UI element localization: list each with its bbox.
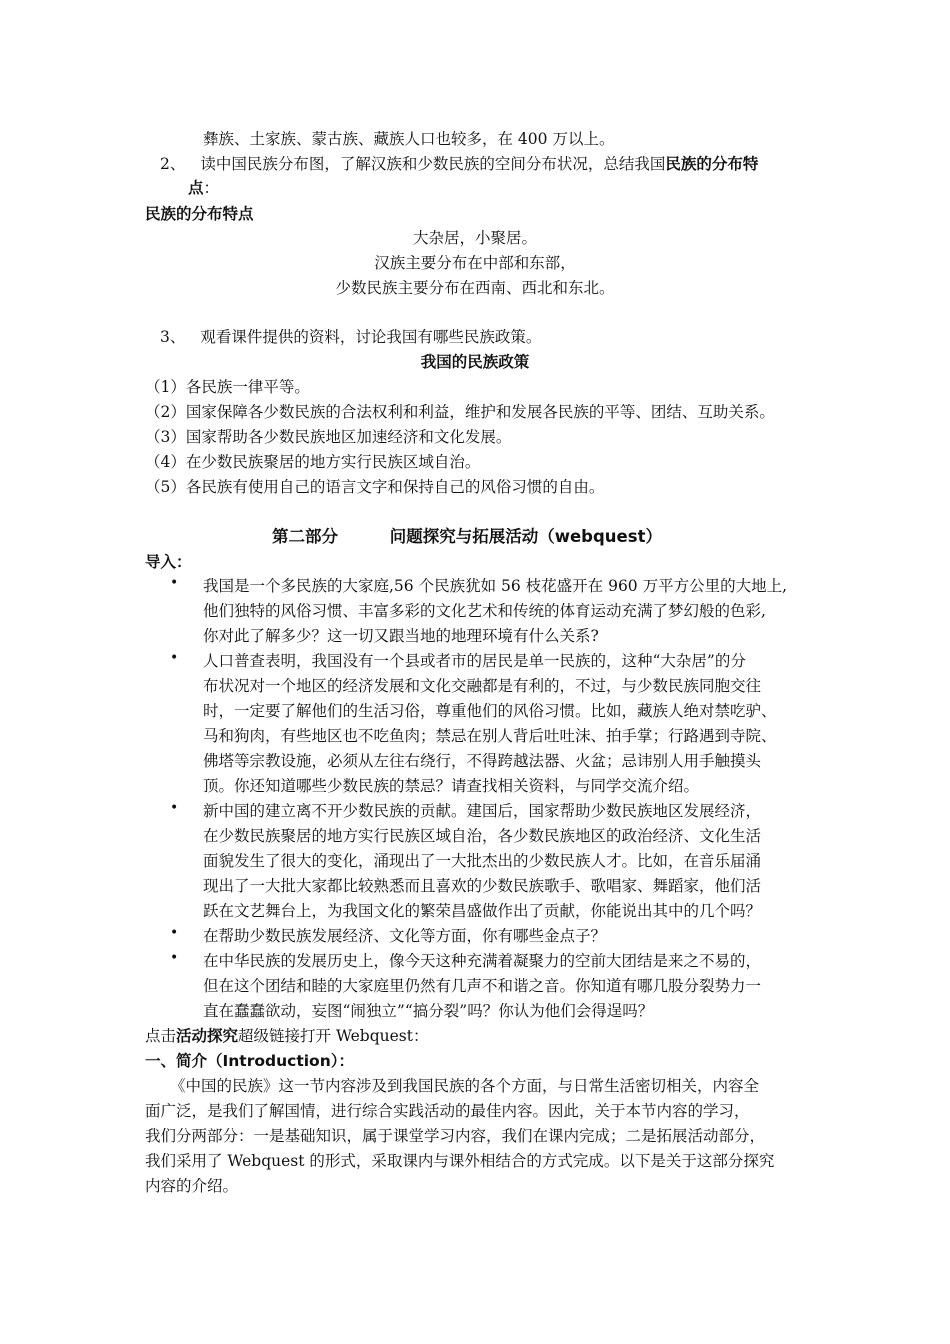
list-item-2: [160, 153, 758, 175]
policy-title: 我国的民族政策: [420, 353, 530, 371]
bullet-line: 顶。你还知道哪些少数民族的禁忌？请查找相关资料，与同学交流介绍。: [203, 777, 700, 795]
bullet-line: 现出了一大批大家都比较熟悉而且喜欢的少数民族歌手、歌唱家、舞蹈家，他们活: [203, 877, 762, 895]
activity-link[interactable]: 活动探究: [176, 1027, 239, 1045]
item-text: 读中国民族分布图，了解汉族和少数民族的空间分布状况，总结我国: [200, 155, 666, 173]
item-number: 2、: [160, 155, 186, 173]
policy-item: （4）在少数民族聚居的地方实行民族区域自治。: [145, 453, 481, 471]
item-text: 观看课件提供的资料，讨论我国有哪些民族政策。: [200, 328, 542, 346]
bullet-line: 跃在文艺舞台上，为我国文化的繁荣昌盛做作出了贡献，你能说出其中的几个吗？: [203, 902, 762, 920]
bullet-line: 在中华民族的发展历史上，像今天这种充满着凝聚力的空前大团结是来之不易的，: [203, 952, 762, 970]
bullet-line: 时，一定要了解他们的生活习俗，尊重他们的风俗习惯。比如，藏族人绝对禁吃驴、: [203, 702, 777, 720]
paragraph-line: 我们分两部分：一是基础知识，属于课堂学习内容，我们在课内完成；二是拓展活动部分，: [145, 1127, 766, 1145]
bullet-line: 新中国的建立离不开少数民族的贡献。建国后，国家帮助少数民族地区发展经济，: [203, 802, 762, 820]
policy-item: （2）国家保障各少数民族的合法权利和利益，维护和发展各民族的平等、团结、互助关系。: [145, 403, 775, 421]
distribution-line: 少数民族主要分布在西南、西北和东北。: [335, 279, 615, 297]
bullet-line: 佛塔等宗教设施，必须从左往右绕行，不得跨越法器、火盆；忌讳别人用手触摸头: [203, 752, 762, 770]
bullet-line: 马和狗肉，有些地区也不吃鱼肉；禁忌在别人背后吐吐沫、拍手掌；行路遇到寺院、: [203, 727, 777, 745]
intro-label: 导入：: [145, 553, 192, 571]
bullet-line: 人口普查表明，我国没有一个县或者市的居民是单一民族的，这种“大杂居”的分: [203, 652, 746, 670]
policy-item: （3）国家帮助各少数民族地区加速经济和文化发展。: [145, 428, 512, 446]
link-prefix: 点击: [145, 1027, 177, 1045]
link-suffix: 超级链接打开 Webquest：: [238, 1027, 429, 1045]
part2-title: [272, 526, 662, 548]
bullet-line: 面貌发生了很大的变化，涌现出了一大批杰出的少数民族人才。比如，在音乐届涌: [203, 852, 762, 870]
paragraph-line: 面广泛，是我们了解国情，进行综合实践活动的最佳内容。因此，关于本节内容的学习，: [145, 1102, 750, 1120]
bullet-icon: •: [170, 575, 179, 591]
bullet-line: 布状况对一个地区的经济发展和文化交融都是有利的，不过，与少数民族同胞交往: [203, 677, 762, 695]
policy-item: （1）各民族一律平等。: [145, 378, 310, 396]
bullet-icon: •: [170, 925, 179, 941]
bullet-line: 在帮助少数民族发展经济、文化等方面，你有哪些金点子？: [203, 927, 607, 945]
bullet-icon: •: [170, 950, 179, 966]
item-number: 3、: [160, 328, 186, 346]
bullet-icon: •: [170, 650, 179, 666]
list-item-3: [160, 326, 541, 348]
distribution-heading: 民族的分布特点: [145, 205, 254, 223]
bullet-icon: •: [170, 800, 179, 816]
text-line: 彝族、土家族、蒙古族、藏族人口也较多，在 400 万以上。: [203, 130, 615, 148]
bullet-line: 但在这个团结和睦的大家庭里仍然有几声不和谐之音。你知道有哪几股分裂势力一: [203, 977, 762, 995]
bullet-line: 直在蠢蠢欲动，妄图“闹独立”“搞分裂”吗？你认为他们会得逞吗？: [203, 1002, 654, 1020]
bold-phrase: 点: [188, 179, 204, 197]
webquest-link-line: [145, 1025, 428, 1047]
bullet-line: 我国是一个多民族的大家庭,56 个民族犹如 56 枝花盛开在 960 万平方公里的大地上,: [203, 577, 788, 595]
paragraph-line: 内容的介绍。: [145, 1177, 239, 1195]
bullet-line: 他们独特的风俗习惯、丰富多彩的文化艺术和传统的体育运动充满了梦幻般的色彩,: [203, 602, 766, 620]
section-heading: 一、简介（Introduction）：: [145, 1052, 354, 1070]
colon: ：: [203, 179, 220, 197]
distribution-line: 汉族主要分布在中部和东部，: [374, 254, 576, 272]
list-item-2-continuation: [188, 177, 219, 199]
bullet-line: 在少数民族聚居的地方实行民族区域自治，各少数民族地区的政治经济、文化生活: [203, 827, 762, 845]
bullet-line: 你对此了解多少？这一切又跟当地的地理环境有什么关系?: [203, 627, 599, 645]
distribution-line: 大杂居，小聚居。: [412, 229, 537, 247]
part-label: 第二部分: [272, 527, 338, 546]
paragraph-line: 我们采用了 Webquest 的形式，采取课内与课外相结合的方式完成。以下是关于这部分探究: [145, 1152, 775, 1170]
bold-phrase: 民族的分布特: [665, 155, 759, 173]
policy-item: （5）各民族有使用自己的语言文字和保持自己的风俗习惯的自由。: [145, 478, 605, 496]
paragraph-line: 《中国的民族》这一节内容涉及到我国民族的各个方面，与日常生活密切相关，内容全: [170, 1077, 760, 1095]
part-title-text: 问题探究与拓展活动（webquest）: [389, 527, 662, 546]
